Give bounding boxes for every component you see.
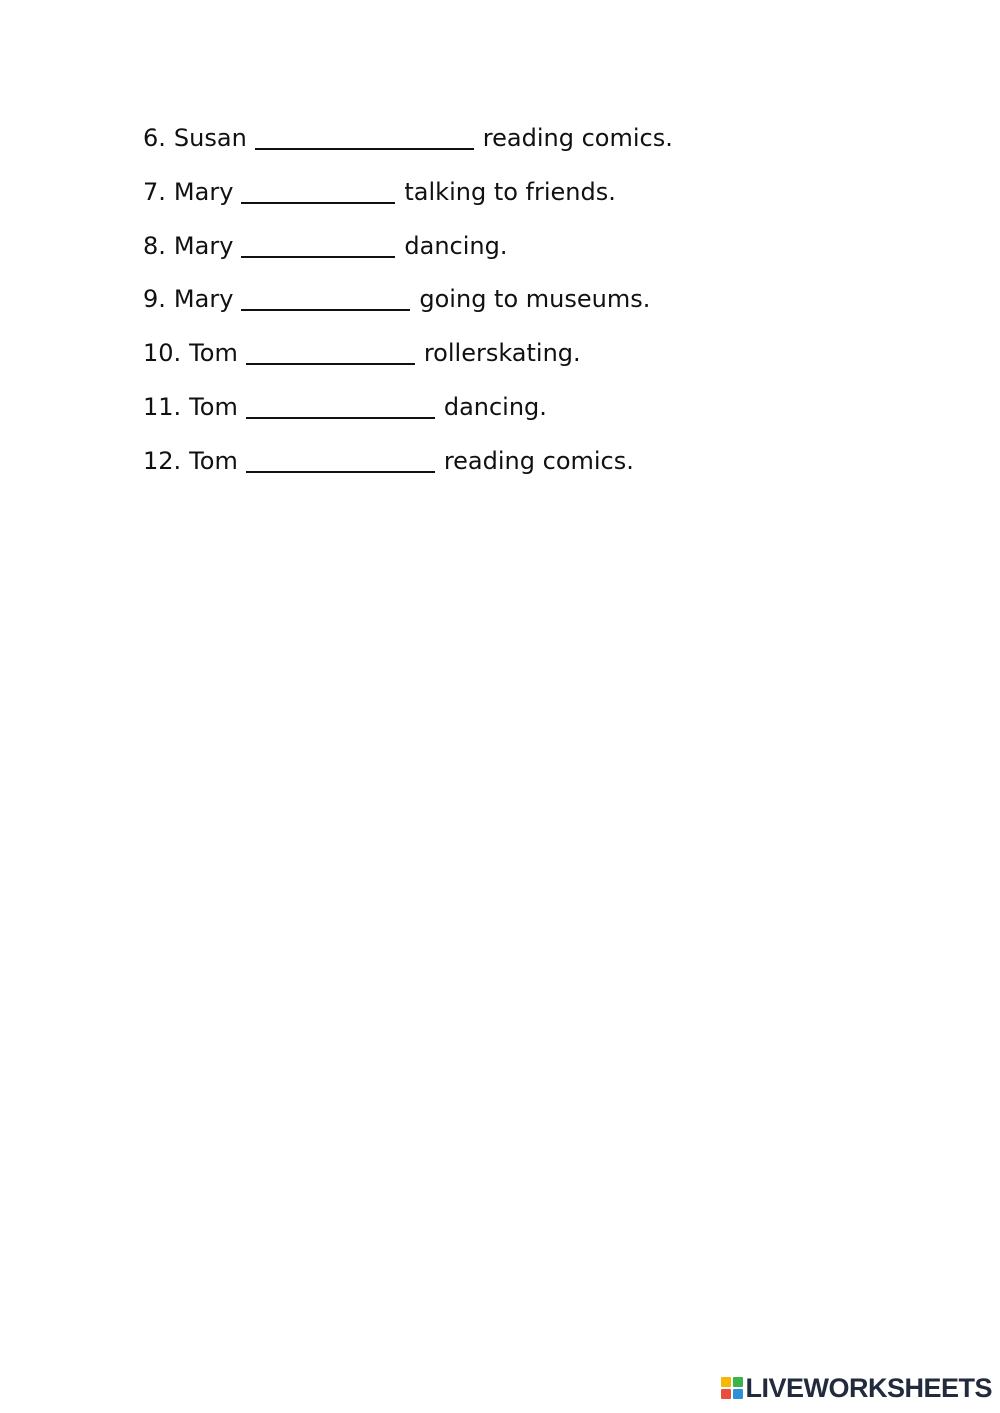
liveworksheets-watermark xyxy=(721,1373,992,1403)
exercise-12 xyxy=(143,441,903,495)
exercise-subject: Mary xyxy=(173,285,234,314)
exercise-rest: dancing. xyxy=(404,231,508,260)
watermark-text: LIVEWORKSHEETS xyxy=(745,1373,992,1403)
logo-tile xyxy=(733,1377,743,1387)
logo-tile xyxy=(721,1389,731,1399)
answer-blank[interactable] xyxy=(246,341,415,365)
exercise-subject: Tom xyxy=(189,392,238,421)
answer-blank[interactable] xyxy=(241,234,395,258)
exercise-number: 12. xyxy=(143,446,182,475)
exercise-10 xyxy=(143,333,903,387)
exercise-rest: rollerskating. xyxy=(423,339,581,368)
answer-blank[interactable] xyxy=(255,126,474,150)
exercise-number: 9. xyxy=(143,285,166,314)
exercise-rest: talking to friends. xyxy=(404,177,616,206)
exercise-subject: Mary xyxy=(173,231,234,260)
exercise-rest: reading comics. xyxy=(482,124,673,152)
worksheet xyxy=(143,118,903,495)
liveworksheets-logo-icon xyxy=(721,1377,743,1399)
exercise-number: 7. xyxy=(143,177,166,206)
exercise-number: 10. xyxy=(143,339,182,368)
exercise-8 xyxy=(143,226,903,280)
answer-blank[interactable] xyxy=(246,449,435,473)
exercise-9 xyxy=(143,279,903,333)
answer-blank[interactable] xyxy=(241,180,395,204)
exercise-number: 8. xyxy=(143,231,166,260)
exercise-rest: reading comics. xyxy=(443,446,634,475)
exercise-number: 11. xyxy=(143,392,182,421)
exercise-rest: going to museums. xyxy=(419,285,651,314)
exercise-11 xyxy=(143,387,903,441)
exercise-7 xyxy=(143,172,903,226)
logo-tile xyxy=(721,1377,731,1387)
logo-tile xyxy=(733,1389,743,1399)
answer-blank[interactable] xyxy=(241,287,410,311)
answer-blank[interactable] xyxy=(246,395,435,419)
exercise-subject: Tom xyxy=(189,339,238,368)
exercise-rest: dancing. xyxy=(443,392,547,421)
exercise-number: 6. xyxy=(143,124,166,152)
exercise-subject: Tom xyxy=(189,446,238,475)
exercise-6 xyxy=(143,118,903,172)
exercise-subject: Susan xyxy=(173,124,247,152)
exercise-subject: Mary xyxy=(173,177,234,206)
